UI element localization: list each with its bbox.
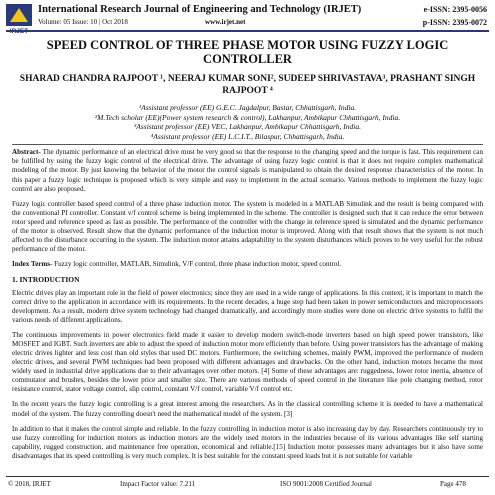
page-body xyxy=(12,38,483,467)
footer-impact-factor: Impact Factor value: 7.211 xyxy=(120,480,196,488)
journal-website-link[interactable]: www.irjet.net xyxy=(205,18,246,26)
page-footer xyxy=(0,476,495,495)
index-terms-text: - Fuzzy logic controller, MATLAB, Simulink, V/F control, three phase induction motor, speed control. xyxy=(50,259,342,268)
abstract-label: Abstract- xyxy=(12,148,41,157)
header-divider xyxy=(6,30,489,32)
intro-paragraph-1: Electric drives play an important role in the field of power electronics; since they are used in a wide range of applications. In this context, it is important to match the correct drive to the application in accordance with its requirements. In the recent decades, a huge step had been taken in power semiconductors and microprocessors development. As a result, modern drive system technology had changed dramatically, and accordingly more studies were done on electric drive systems to fulfil the various needs of different applications. xyxy=(12,288,483,325)
abstract-text: The dynamic performance of an electrical drive must be very good so that the response to the changing speed and the torque is fast. This requirement can be fulfilled by using the fuzzy logic control of the electrical drive. The advantage of using fuzzy logic control is that it does not require complex mathematical modeling of the motor. By just knowing the behavior of the motor the control signals is manipulated to obtain the desired response characteristics of the motor. In this paper a fuzzy logic technique is proposed which is very simple and easy to implement in the actual scenario. Various methods to implement the fuzzy logic control are also proposed. xyxy=(12,148,483,193)
section-heading-introduction: 1. INTRODUCTION xyxy=(12,274,80,284)
index-terms xyxy=(12,260,483,269)
journal-header xyxy=(0,0,495,40)
paper-title: SPEED CONTROL OF THREE PHASE MOTOR USING FUZZY LOGIC CONTROLLER xyxy=(46,38,449,66)
affiliation-1: ¹Assistant professor (EE) G.E.C. Jagdalpur, Bastar, Chhattisgarh, India. xyxy=(138,103,357,112)
footer-iso: ISO 9001:2008 Certified Journal xyxy=(280,480,372,488)
abstract-paragraph xyxy=(12,148,483,193)
journal-title: International Research Journal of Engineering and Technology (IRJET) xyxy=(38,4,362,15)
affiliation-2: ²M.Tech scholar (EE)(Power system research & control), Lakhanpur, Ambikapur Chhattisgarh, India. xyxy=(94,112,401,122)
intro-paragraph-3: In the recent years the fuzzy logic controlling is a great interest among the researchers. As in the classical controlling scheme it is needed to have a mathematical model of the system. The fuzzy controlling doesn't need the mathematical model of the system. [3] xyxy=(12,400,483,418)
footer-divider xyxy=(6,476,489,477)
intro-paragraph-4: In addition to that it makes the control simple and reliable. In the fuzzy controlling in induction motor is also increasing day by day. Researchers continuously try to use fuzzy controlling for induction motors as induction motors are the widely used motors in the industries because of its various advantages like self starting capability, rugged construction, and maintenance free operation, economical and reliable.[15] Induction motor possesses many advantages but it also have some disadvantages that its speed controlling is very much complex. It is best suitable for the constant speed loads but it is not suitable for variable xyxy=(12,424,483,460)
footer-copyright: © 2018, IRJET xyxy=(8,480,51,488)
author-list: SHARAD CHANDRA RAJPOOT ¹, NEERAJ KUMAR SONI², SUDEEP SHRIVASTAVA³, PRASHANT SINGH RAJPOOT ⁴ xyxy=(19,74,476,96)
p-issn: p-ISSN: 2395-0072 xyxy=(422,18,487,27)
affiliation-3: ³Assistant professor (EE) VEC, Lakhanpur, Ambikapur Chhattisgarh, India. xyxy=(134,122,361,132)
intro-paragraph-2: The continuous improvements in power electronics field made it easier to develop modern switch-mode inverters based on high speed power transistors, like MOSFET and IGBT. Such inverters are able to adjust the speed of induction motor more efficiently than before. Using power transistors has the advantage of making electric drives lighter and less cost than old styles that used DC motors. Furthermore, the switching schemes, mainly PWM, improved the performance of modern electric drives, and several PWM techniques had been proposed with different advantages and drawbacks. On the other hand, induction motors became the most widely used in industrial drive applications due to their advantages over other motors. [4] Some of these advantages are: ruggedness, lower rotor inertia, absence of commutator and brushes, besides the lower price and smaller size. There are various methods of speed control in the literature like pole changing method, rotor resistance control, stator voltage control, slip control, constant V/f control, variable V/f control etc. xyxy=(12,331,483,394)
affiliation-4: ⁴Assistant professor (EE) L.C.I.T., Bilaspur, Chhattisgarh, India. xyxy=(150,131,345,141)
abstract-paragraph-2: Fuzzy logic controller based speed control of a three phase induction motor. The system is modeled in a MATLAB Simulink and the result is being compared with the conventional PI controller. Constant v/f control scheme is being implemented in the scheme. The controller is designed such that it can reduce the error between rotor speed and reference speed as fast as possible. The performance of the controller with the change in reference speed is simulated and the dynamic performance of the motor is observed. Result show that the dynamic performance of the induction motor is improved. Along with that result shows that the system is not much affected to the disturbance occurring in the system. The induction motor attains adaptability to the system disturbances which proves to be very useful for the robust performance of the motor. xyxy=(12,199,483,253)
volume-issue: Volume: 05 Issue: 10 | Oct 2018 xyxy=(38,18,128,26)
index-terms-label: Index Terms xyxy=(12,259,51,268)
e-issn: e-ISSN: 2395-0056 xyxy=(423,5,487,14)
abstract-divider xyxy=(12,144,483,145)
footer-page-number: Page 478 xyxy=(440,480,466,488)
